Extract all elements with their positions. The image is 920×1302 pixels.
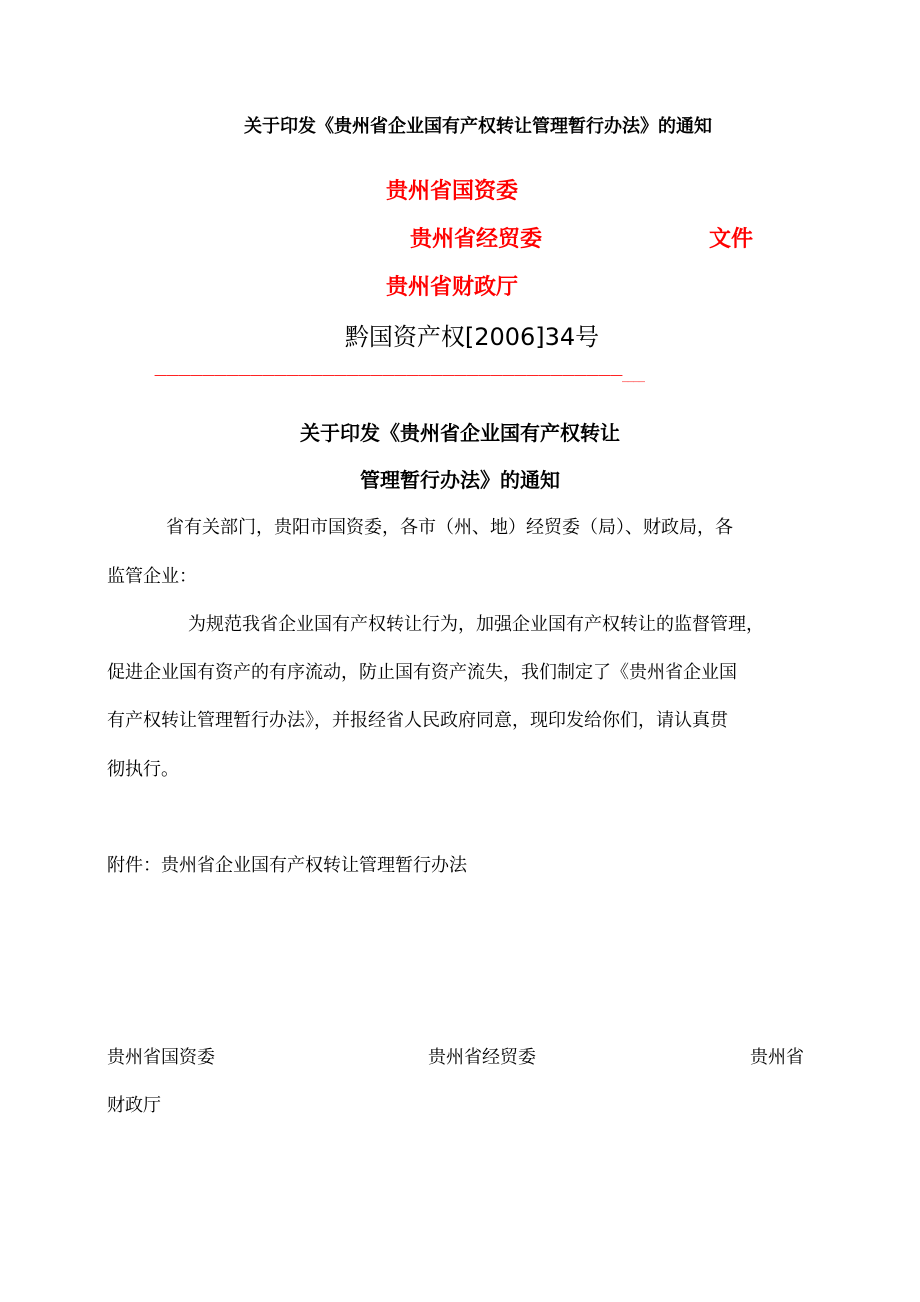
issuer-caizhengting: 贵州省财政厅 — [386, 275, 519, 300]
document-number: 黔国资产权[2006]34号 — [344, 323, 600, 351]
addressee-line2: 监管企业： — [107, 566, 197, 587]
red-divider-line: ———————————————————————————————————————____ — [154, 368, 644, 383]
main-title-line2: 管理暂行办法》的通知 — [360, 468, 560, 492]
signature-jingmaowei: 贵州省经贸委 — [428, 1047, 536, 1068]
body-line3: 有产权转让管理暂行办法》，并报经省人民政府同意，现印发给你们，请认真贯 — [107, 710, 728, 731]
body-line4: 彻执行。 — [107, 759, 179, 780]
attachment-line: 附件：贵州省企业国有产权转让管理暂行办法 — [107, 855, 467, 876]
body-line2: 促进企业国有资产的有序流动，防止国有资产流失，我们制定了《贵州省企业国 — [107, 662, 737, 683]
issuer-guoziwei: 贵州省国资委 — [386, 179, 519, 204]
signature-guoziwei: 贵州省国资委 — [107, 1047, 215, 1068]
main-title-line1: 关于印发《贵州省企业国有产权转让 — [300, 421, 620, 445]
body-line1: 为规范我省企业国有产权转让行为，加强企业国有产权转让的监督管理， — [188, 614, 764, 635]
header-title: 关于印发《贵州省企业国有产权转让管理暂行办法》的通知 — [244, 116, 712, 137]
signature-caizhengting-part2: 财政厅 — [107, 1095, 161, 1116]
signature-caizhengting-part1: 贵州省 — [750, 1047, 804, 1068]
addressee-line1: 省有关部门，贵阳市国资委，各市（州、地）经贸委（局）、财政局，各 — [166, 517, 733, 538]
issuer-jingmaowei: 贵州省经贸委 — [410, 227, 543, 252]
file-label: 文件 — [709, 227, 754, 252]
